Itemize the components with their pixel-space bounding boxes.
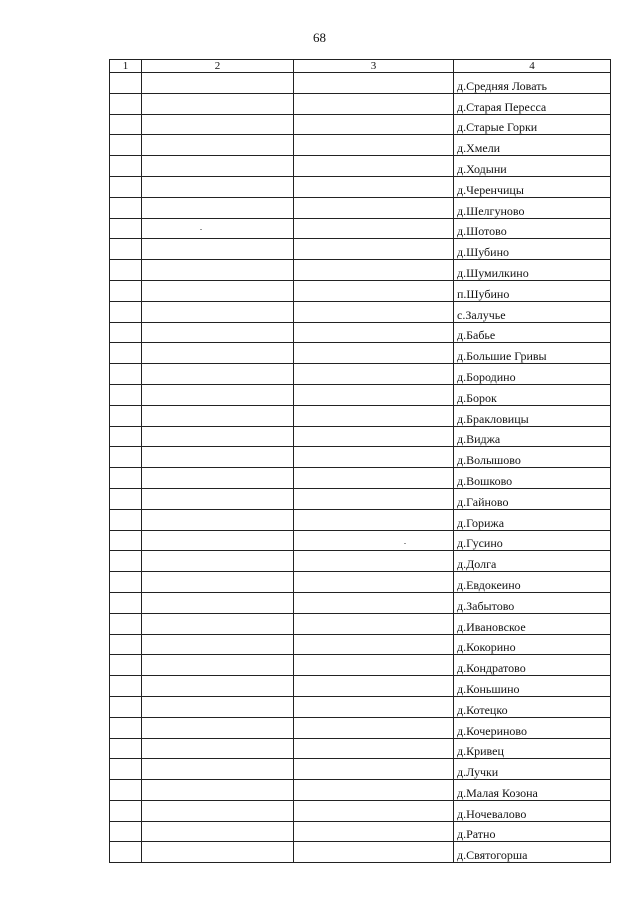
empty-cell — [294, 176, 454, 197]
settlement-name-cell: д.Ивановское — [454, 613, 611, 634]
empty-cell — [142, 322, 294, 343]
empty-cell — [110, 197, 142, 218]
empty-cell — [294, 530, 454, 551]
table-row — [110, 156, 611, 177]
empty-cell — [110, 676, 142, 697]
empty-cell — [294, 197, 454, 218]
table-row — [110, 384, 611, 405]
empty-cell — [294, 613, 454, 634]
empty-cell — [110, 613, 142, 634]
settlement-name-cell: п.Шубино — [454, 280, 611, 301]
empty-cell — [110, 426, 142, 447]
empty-cell — [294, 260, 454, 281]
settlement-name-cell: д.Долга — [454, 551, 611, 572]
empty-cell — [110, 592, 142, 613]
scan-speck — [200, 229, 202, 230]
table-row — [110, 135, 611, 156]
empty-cell — [110, 218, 142, 239]
table-row — [110, 301, 611, 322]
empty-cell — [110, 343, 142, 364]
empty-cell — [294, 842, 454, 863]
table-row — [110, 821, 611, 842]
settlement-name-cell: д.Кокорино — [454, 634, 611, 655]
empty-cell — [110, 468, 142, 489]
empty-cell — [142, 676, 294, 697]
settlement-name-cell: д.Шумилкино — [454, 260, 611, 281]
table-row — [110, 592, 611, 613]
empty-cell — [110, 717, 142, 738]
empty-cell — [294, 343, 454, 364]
empty-cell — [142, 364, 294, 385]
settlement-name-cell: д.Забытово — [454, 592, 611, 613]
table-row — [110, 280, 611, 301]
empty-cell — [110, 260, 142, 281]
settlement-name-cell: д.Хмели — [454, 135, 611, 156]
empty-cell — [294, 114, 454, 135]
empty-cell — [110, 488, 142, 509]
settlements-table — [109, 59, 611, 863]
column-header-1: 1 — [110, 60, 142, 73]
empty-cell — [142, 572, 294, 593]
empty-cell — [110, 780, 142, 801]
empty-cell — [110, 301, 142, 322]
empty-cell — [142, 239, 294, 260]
settlement-name-cell: д.Шотово — [454, 218, 611, 239]
empty-cell — [294, 93, 454, 114]
empty-cell — [294, 468, 454, 489]
table-row — [110, 780, 611, 801]
empty-cell — [142, 759, 294, 780]
scan-speck — [404, 543, 406, 544]
empty-cell — [294, 551, 454, 572]
table-row — [110, 696, 611, 717]
table-row — [110, 239, 611, 260]
table-row — [110, 93, 611, 114]
empty-cell — [110, 322, 142, 343]
table-row — [110, 176, 611, 197]
empty-cell — [142, 447, 294, 468]
empty-cell — [142, 530, 294, 551]
empty-cell — [142, 738, 294, 759]
empty-cell — [110, 176, 142, 197]
column-header-2: 2 — [142, 60, 294, 73]
empty-cell — [110, 93, 142, 114]
empty-cell — [294, 759, 454, 780]
settlement-name-cell: д.Евдокеино — [454, 572, 611, 593]
settlement-name-cell: д.Коньшино — [454, 676, 611, 697]
settlement-name-cell: д.Большие Гривы — [454, 343, 611, 364]
table-body — [110, 73, 611, 863]
empty-cell — [142, 93, 294, 114]
empty-cell — [294, 488, 454, 509]
empty-cell — [142, 592, 294, 613]
settlement-name-cell: д.Гусино — [454, 530, 611, 551]
empty-cell — [142, 343, 294, 364]
settlement-name-cell: д.Ночевалово — [454, 800, 611, 821]
empty-cell — [142, 842, 294, 863]
settlement-name-cell: д.Шелгуново — [454, 197, 611, 218]
settlement-name-cell: д.Горижа — [454, 509, 611, 530]
empty-cell — [110, 572, 142, 593]
empty-cell — [294, 696, 454, 717]
empty-cell — [142, 384, 294, 405]
empty-cell — [110, 551, 142, 572]
empty-cell — [110, 655, 142, 676]
table-row — [110, 634, 611, 655]
empty-cell — [110, 759, 142, 780]
empty-cell — [110, 738, 142, 759]
empty-cell — [110, 696, 142, 717]
settlement-name-cell: д.Кривец — [454, 738, 611, 759]
empty-cell — [110, 73, 142, 94]
empty-cell — [142, 655, 294, 676]
empty-cell — [294, 384, 454, 405]
empty-cell — [110, 135, 142, 156]
table-row — [110, 800, 611, 821]
empty-cell — [142, 800, 294, 821]
empty-cell — [142, 780, 294, 801]
empty-cell — [142, 405, 294, 426]
page-number: 68 — [313, 30, 326, 45]
empty-cell — [142, 260, 294, 281]
empty-cell — [294, 655, 454, 676]
empty-cell — [110, 364, 142, 385]
empty-cell — [110, 405, 142, 426]
settlement-name-cell: д.Котецко — [454, 696, 611, 717]
empty-cell — [110, 842, 142, 863]
empty-cell — [142, 135, 294, 156]
empty-cell — [294, 717, 454, 738]
settlement-name-cell: д.Шубино — [454, 239, 611, 260]
empty-cell — [110, 530, 142, 551]
empty-cell — [142, 468, 294, 489]
empty-cell — [110, 800, 142, 821]
table-row — [110, 655, 611, 676]
table-row — [110, 114, 611, 135]
empty-cell — [142, 717, 294, 738]
table-row — [110, 343, 611, 364]
settlement-name-cell: д.Кондратово — [454, 655, 611, 676]
empty-cell — [294, 322, 454, 343]
table-row — [110, 530, 611, 551]
empty-cell — [294, 447, 454, 468]
empty-cell — [110, 509, 142, 530]
settlement-name-cell: д.Гайново — [454, 488, 611, 509]
table-row — [110, 468, 611, 489]
settlement-name-cell: д.Кочериново — [454, 717, 611, 738]
table-row — [110, 676, 611, 697]
table-row — [110, 509, 611, 530]
table-row — [110, 73, 611, 94]
empty-cell — [294, 572, 454, 593]
empty-cell — [294, 135, 454, 156]
empty-cell — [142, 280, 294, 301]
empty-cell — [142, 301, 294, 322]
empty-cell — [294, 364, 454, 385]
column-header-4: 4 — [454, 60, 611, 73]
settlement-name-cell: д.Старые Горки — [454, 114, 611, 135]
table-row — [110, 426, 611, 447]
empty-cell — [294, 738, 454, 759]
empty-cell — [294, 634, 454, 655]
empty-cell — [142, 218, 294, 239]
empty-cell — [110, 239, 142, 260]
table-row — [110, 551, 611, 572]
table-row — [110, 842, 611, 863]
empty-cell — [110, 114, 142, 135]
table-row — [110, 405, 611, 426]
settlement-name-cell: д.Лучки — [454, 759, 611, 780]
settlement-name-cell: д.Бабье — [454, 322, 611, 343]
table-row — [110, 322, 611, 343]
settlement-name-cell: д.Бракловицы — [454, 405, 611, 426]
settlement-name-cell: д.Ратно — [454, 821, 611, 842]
empty-cell — [142, 634, 294, 655]
empty-cell — [142, 114, 294, 135]
table-row — [110, 197, 611, 218]
settlement-name-cell: д.Вошково — [454, 468, 611, 489]
empty-cell — [110, 821, 142, 842]
empty-cell — [294, 821, 454, 842]
table-row — [110, 717, 611, 738]
settlement-name-cell: д.Старая Пересса — [454, 93, 611, 114]
empty-cell — [294, 405, 454, 426]
empty-cell — [294, 426, 454, 447]
empty-cell — [110, 447, 142, 468]
empty-cell — [110, 280, 142, 301]
table-header-row — [110, 60, 611, 73]
empty-cell — [294, 218, 454, 239]
empty-cell — [142, 73, 294, 94]
empty-cell — [294, 592, 454, 613]
settlement-name-cell: д.Малая Козона — [454, 780, 611, 801]
empty-cell — [142, 176, 294, 197]
empty-cell — [294, 509, 454, 530]
empty-cell — [110, 634, 142, 655]
settlement-name-cell: д.Черенчицы — [454, 176, 611, 197]
table-row — [110, 218, 611, 239]
empty-cell — [294, 676, 454, 697]
settlement-name-cell: д.Бородино — [454, 364, 611, 385]
table-row — [110, 613, 611, 634]
settlement-name-cell: д.Волышово — [454, 447, 611, 468]
settlement-name-cell: д.Святогорша — [454, 842, 611, 863]
table-row — [110, 738, 611, 759]
table-row — [110, 447, 611, 468]
settlement-name-cell: д.Борок — [454, 384, 611, 405]
empty-cell — [294, 780, 454, 801]
empty-cell — [142, 509, 294, 530]
empty-cell — [142, 551, 294, 572]
settlement-name-cell: с.Залучье — [454, 301, 611, 322]
table-row — [110, 759, 611, 780]
settlement-name-cell: д.Виджа — [454, 426, 611, 447]
empty-cell — [110, 156, 142, 177]
empty-cell — [110, 384, 142, 405]
empty-cell — [142, 426, 294, 447]
empty-cell — [294, 156, 454, 177]
empty-cell — [294, 800, 454, 821]
empty-cell — [294, 280, 454, 301]
table-row — [110, 488, 611, 509]
empty-cell — [294, 301, 454, 322]
empty-cell — [142, 156, 294, 177]
empty-cell — [142, 613, 294, 634]
table-row — [110, 260, 611, 281]
empty-cell — [294, 73, 454, 94]
empty-cell — [294, 239, 454, 260]
empty-cell — [142, 197, 294, 218]
empty-cell — [142, 821, 294, 842]
table-row — [110, 572, 611, 593]
empty-cell — [142, 488, 294, 509]
settlement-name-cell: д.Ходыни — [454, 156, 611, 177]
table-row — [110, 364, 611, 385]
empty-cell — [142, 696, 294, 717]
settlement-name-cell: д.Средняя Ловать — [454, 73, 611, 94]
column-header-3: 3 — [294, 60, 454, 73]
